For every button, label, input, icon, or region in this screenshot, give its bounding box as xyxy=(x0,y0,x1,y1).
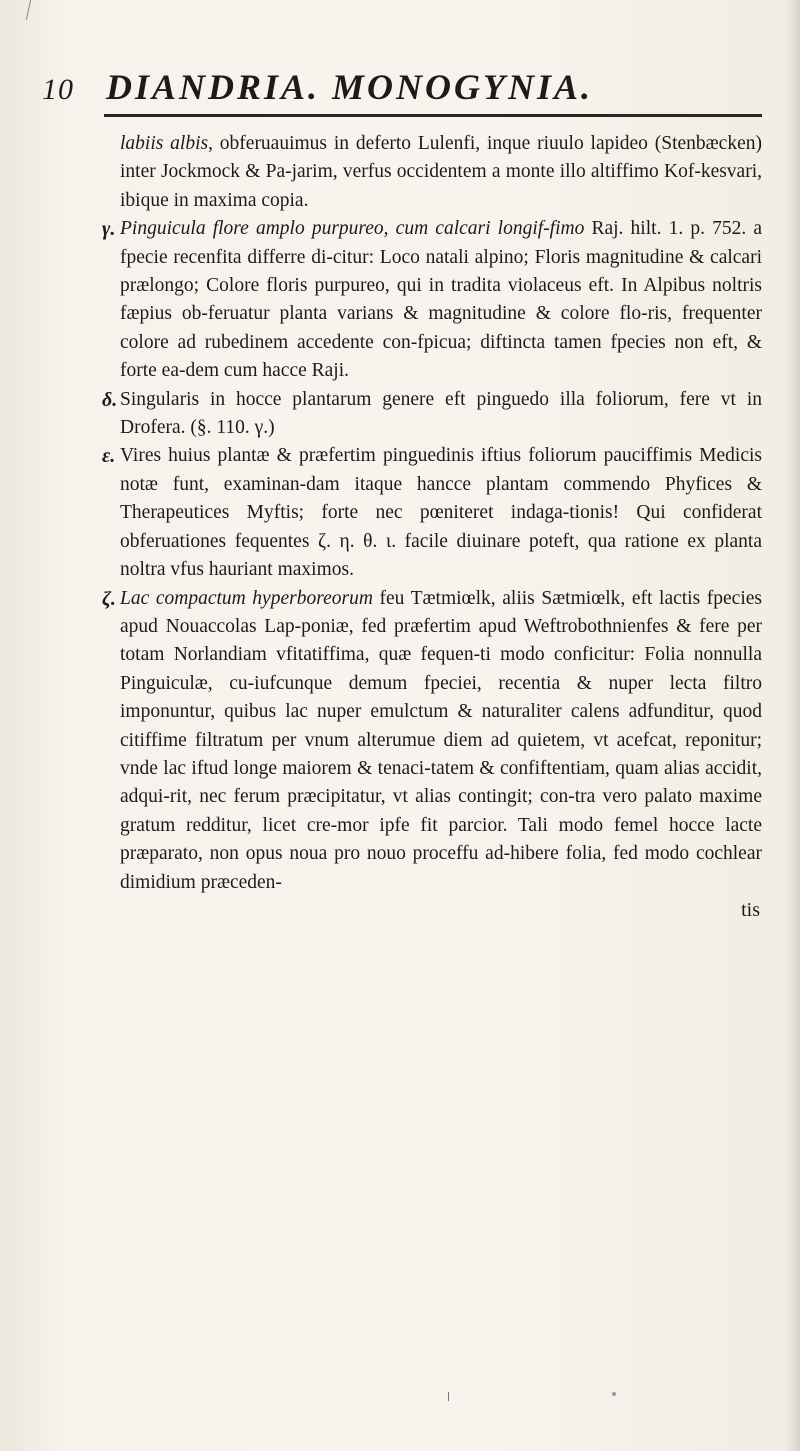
running-head xyxy=(42,66,762,112)
page-number: 10 xyxy=(42,73,74,106)
paragraph-marker: δ. xyxy=(102,388,118,411)
paragraph-gamma xyxy=(102,215,762,385)
paragraph-text: Raj. hilt. 1. p. 752. a fpecie recenfita differre di-citur: Loco natali alpino; Floris magnitudine & calcari prælongo; Colore floris purpureo, qui in tradita violaceus eft. In Alpibus noltris fæpius ob-feruatur planta varians & magnitudine & colore flo-ris, frequenter colore ad rubedinem accedente con-fpicua; diftincta tamen fpecies non eft, & forte ea-dem cum hacce Raji. xyxy=(120,218,762,382)
paragraph-continuation xyxy=(120,130,762,215)
paragraph-epsilon xyxy=(102,442,762,584)
italic-lead: Pinguicula flore amplo purpureo, cum calcari longif-fimo xyxy=(120,218,585,240)
paragraph-marker: γ. xyxy=(102,218,116,241)
header-rule xyxy=(104,114,762,117)
paragraph-text: Vires huius plantæ & præfertim pinguedinis iftius foliorum pauciffimis Medicis notæ funt, examinan-dam itaque hancce plantam commendo Phyfices & Therapeutices Myftis; forte nec pœniteret indaga-tionis! Qui confiderat obferuationes fequentes ζ. η. θ. ι. facile diuinare poteft, qua ratione ex planta noltra vfus hauriant maximos. xyxy=(120,445,762,581)
paragraph-marker: ε. xyxy=(102,445,116,468)
body-text xyxy=(102,130,762,897)
italic-lead: labiis albis xyxy=(120,133,209,154)
running-head-title: DIANDRIA. MONOGYNIA. xyxy=(106,67,594,107)
paragraph-marker: ζ. xyxy=(102,587,116,610)
paragraph-text: feu Tætmiœlk, aliis Sætmiœlk, eft lactis fpecies apud Nouaccolas Lap-poniæ, fed præfertim apud Weftrobothnienfes & fere per totam Norlandiam vfitatiffima, quæ fequen-ti modo conficitur: Folia nonnulla Pinguiculæ, cu-iufcunque demum fpeciei, recentia & nuper lecta filtro imponuntur, quibus lac nuper emulctum & naturaliter calens adfunditur, quod citiffime filtratum per vnum alterumue diem ad quietem, vt acefcat, reponitur; vnde lac iftud longe maiorem & tenaci-tatem & confiftentiam, quam alias accidit, adqui-rit, nec ferum præcipitatur, vt alias contingit; con-tra vero palato maxime gratum redditur, licet cre-mor ipfe fit parcior. Tali modo femel hocce lacte præparato, non opus noua pro nouo proceffu ad-hibere folia, fed modo cochlear dimidium præceden- xyxy=(120,587,762,893)
paragraph-zeta xyxy=(102,585,762,897)
ink-dot xyxy=(612,1392,616,1396)
paragraph-delta xyxy=(102,386,762,443)
catchword: tis xyxy=(741,899,760,921)
italic-lead: Lac compactum hyperboreorum xyxy=(120,587,373,609)
paragraph-text: , obferuauimus in deferto Lulenfi, inque riuulo lapideo (Stenbæcken) inter Jockmock & Pa-jarim, verfus occidentem a monte illo altiffimo Kof-kesvari, ibique in maxima copia. xyxy=(120,133,762,211)
ink-stain xyxy=(448,1392,454,1401)
paragraph-text: Singularis in hocce plantarum genere eft pinguedo illa foliorum, fere vt in Drofera. (§. 110. γ.) xyxy=(120,388,762,439)
page-edge-shadow xyxy=(786,0,800,1451)
corner-mark xyxy=(26,0,45,20)
